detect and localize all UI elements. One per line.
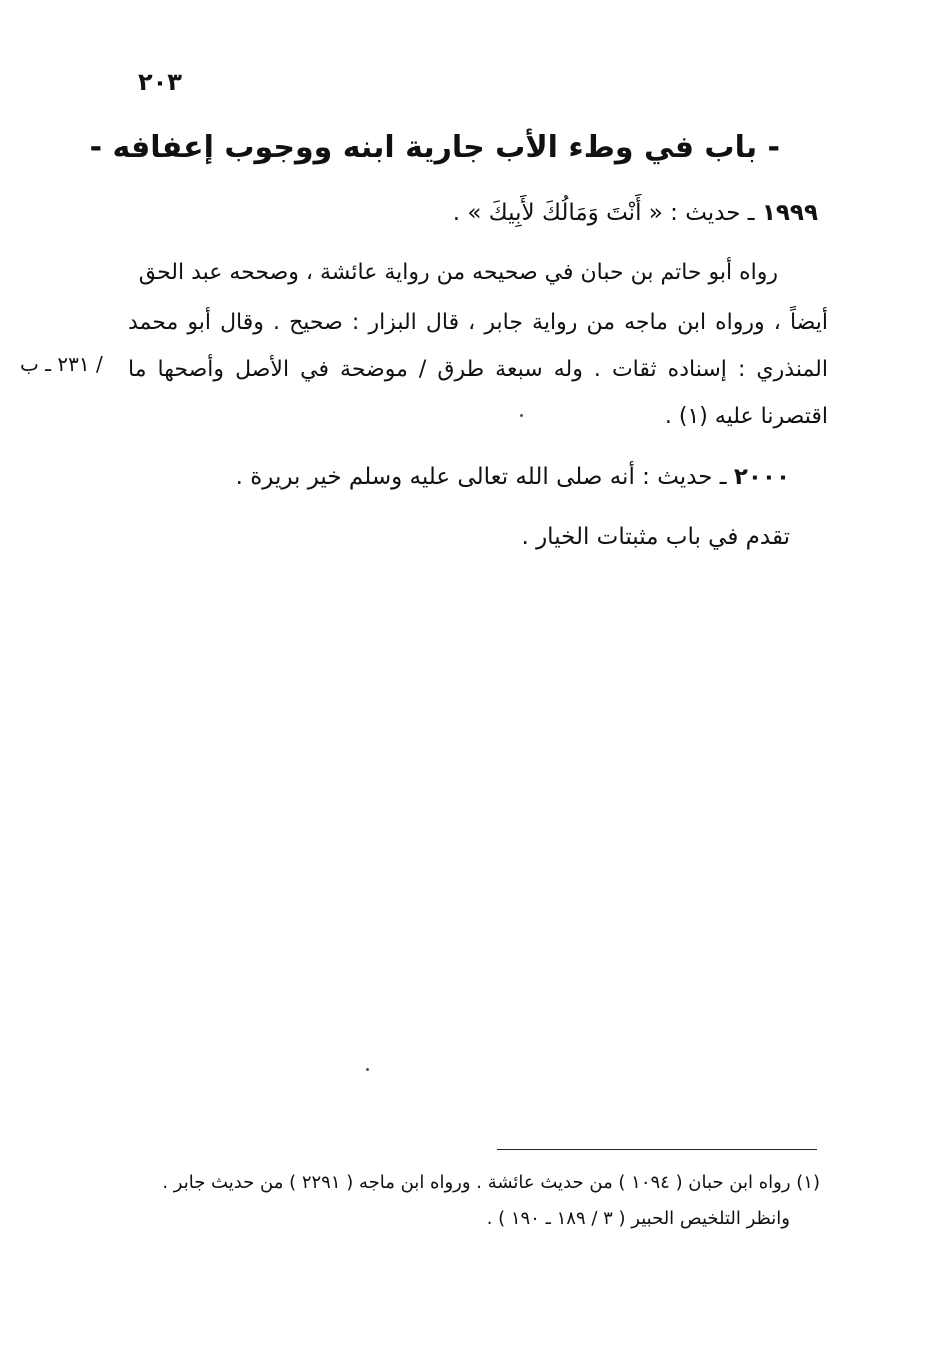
page-number: ٢٠٣ xyxy=(138,68,182,96)
paragraph-line-3: المنذري : إسناده ثقات . وله سبعة طرق / موضحة في الأصل وأصحها ما xyxy=(128,357,828,382)
hadith-2000-entry xyxy=(236,462,790,492)
hadith-2000-number: ٢٠٠٠ xyxy=(733,464,790,490)
hadith-1999-entry xyxy=(453,198,818,228)
chapter-title: - باب في وطء الأب جارية ابنه ووجوب إعفافه - xyxy=(89,130,780,165)
print-speck xyxy=(520,414,523,417)
print-speck xyxy=(366,1068,369,1071)
footnote-1-line-1: (١) رواه ابن حبان ( ١٠٩٤ ) من حديث عائشة . ورواه ابن ماجه ( ٢٢٩١ ) من حديث جابر . xyxy=(162,1172,820,1193)
hadith-2000-text: ـ حديث : أنه صلى الله تعالى عليه وسلم خير بريرة . xyxy=(235,464,734,490)
footnote-separator xyxy=(497,1149,817,1150)
paragraph-line-1: رواه أبو حاتم بن حبان في صحيحه من رواية عائشة ، وصححه عبد الحق xyxy=(138,260,778,285)
paragraph-line-2: أيضاً ، ورواه ابن ماجه من رواية جابر ، قال البزار : صحيح . وقال أبو محمد xyxy=(128,310,828,335)
hadith-1999-number: ١٩٩٩ xyxy=(761,200,818,226)
footnote-1-line-2: وانظر التلخيص الحبير ( ٣ / ١٨٩ ـ ١٩٠ ) . xyxy=(486,1208,790,1229)
paragraph-line-4: اقتصرنا عليه (١) . xyxy=(664,404,828,429)
manuscript-folio-note: / ٢٣١ ـ ب xyxy=(20,352,103,376)
hadith-1999-text: ـ حديث : « أَنْتَ وَمَالُكَ لأَبِيكَ » . xyxy=(452,200,762,226)
paragraph-2000: تقدم في باب مثبتات الخيار . xyxy=(521,524,790,550)
